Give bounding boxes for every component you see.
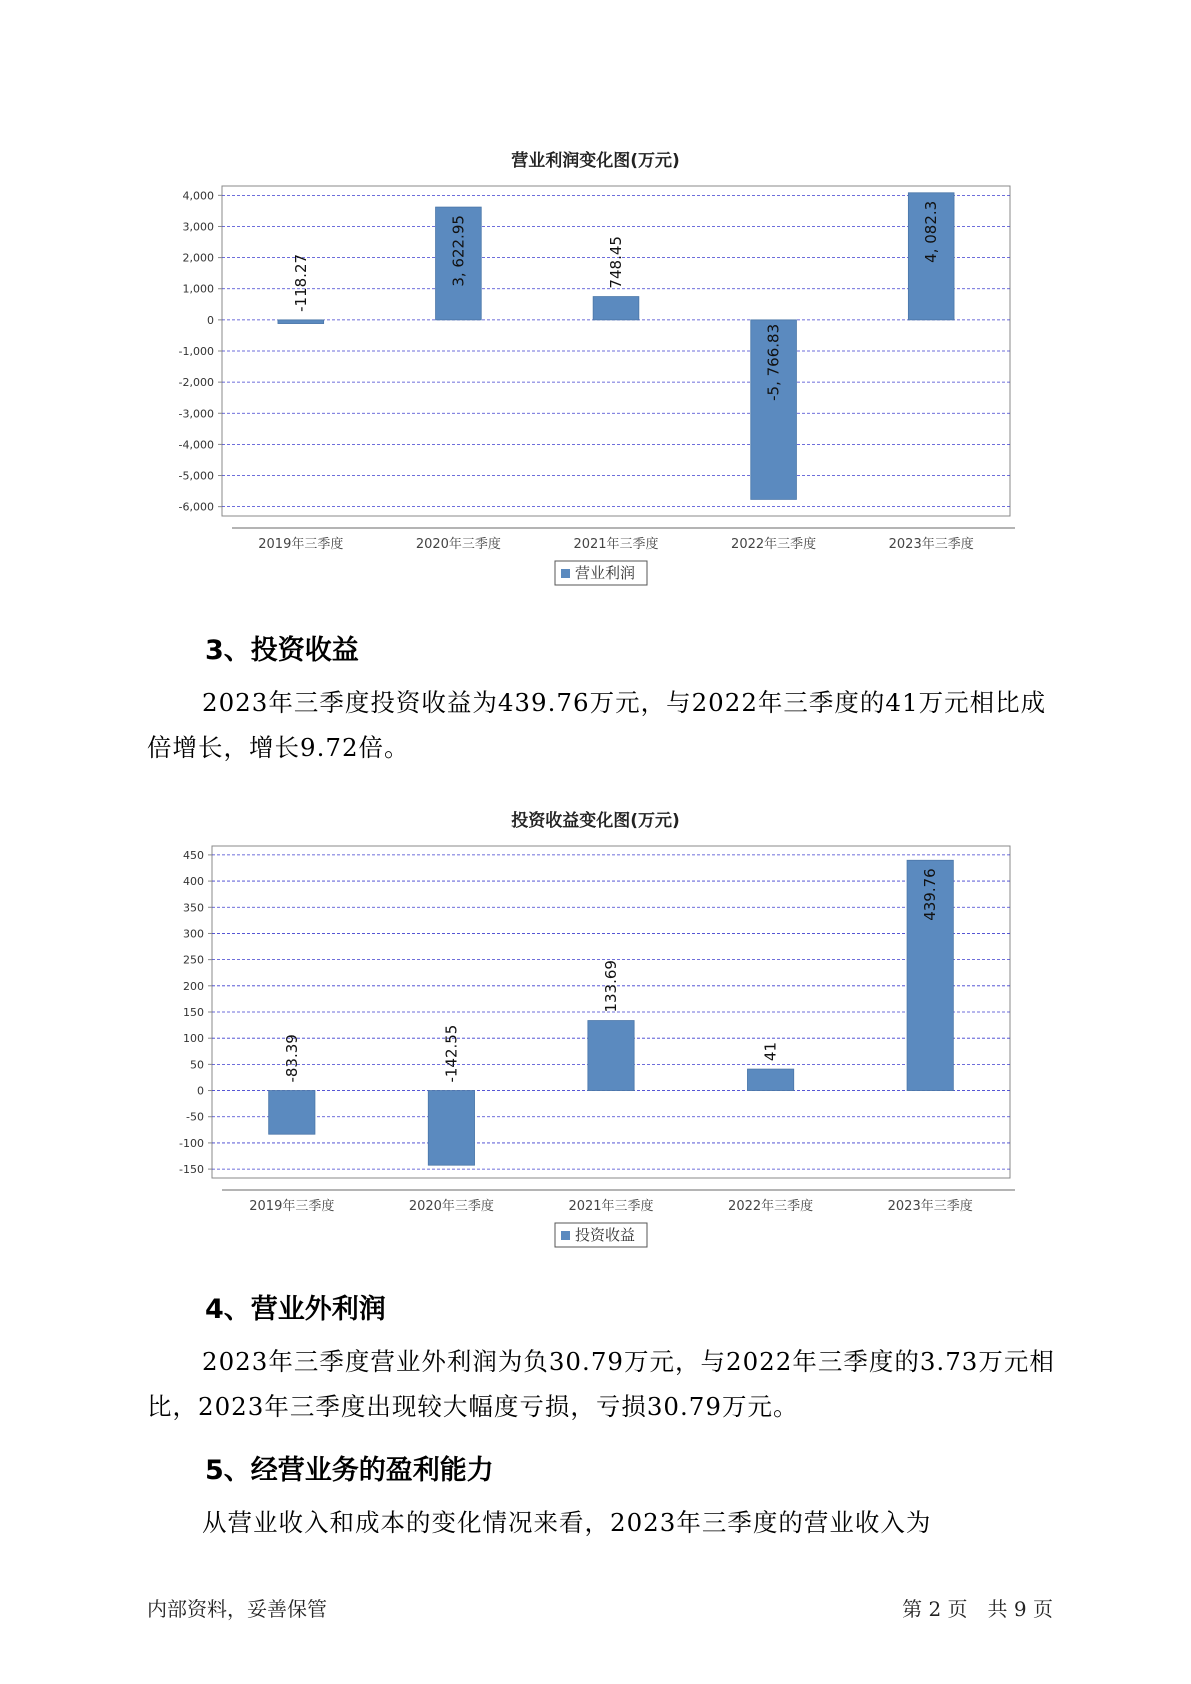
chart-title-operating-profit: 营业利润变化图(万元) bbox=[511, 151, 680, 171]
y-tick-label: 250 bbox=[183, 953, 204, 967]
x-tick-label: 2020年三季度 bbox=[415, 537, 501, 552]
investment-income-chart bbox=[0, 832, 1191, 1262]
y-tick-label: -4,000 bbox=[178, 438, 214, 452]
y-tick-label: 1,000 bbox=[182, 282, 214, 296]
x-tick-label: 2023年三季度 bbox=[887, 1199, 973, 1214]
bar bbox=[593, 297, 639, 320]
section-5-heading: 5、经营业务的盈利能力 bbox=[205, 1455, 494, 1486]
y-tick-label: -1,000 bbox=[178, 345, 214, 358]
y-tick-label: 100 bbox=[183, 1032, 204, 1046]
y-tick-label: 2,000 bbox=[182, 251, 214, 265]
y-tick-label: 0 bbox=[197, 1084, 204, 1098]
y-tick-label: 150 bbox=[183, 1006, 204, 1019]
legend-swatch bbox=[561, 569, 570, 578]
y-tick-label: -5,000 bbox=[178, 469, 214, 483]
y-tick-label: 400 bbox=[183, 875, 204, 889]
y-tick-label: 350 bbox=[183, 901, 204, 915]
y-tick-label: 0 bbox=[207, 313, 214, 327]
x-tick-label: 2021年三季度 bbox=[568, 1199, 654, 1214]
y-tick-label: 50 bbox=[190, 1058, 204, 1072]
x-tick-label: 2022年三季度 bbox=[731, 537, 817, 552]
section-3-paragraph: 2023年三季度投资收益为439.76万元，与2022年三季度的41万元相比成倍增长，增长9.72倍。 bbox=[147, 688, 1047, 762]
y-tick-label: -6,000 bbox=[178, 500, 214, 514]
y-tick-label: -2,000 bbox=[178, 376, 214, 390]
y-tick-label: -150 bbox=[179, 1163, 204, 1177]
chart-title-investment-income: 投资收益变化图(万元) bbox=[511, 811, 680, 831]
bar bbox=[428, 1091, 474, 1166]
footer-page-number: 第 2 页 共 9 页 bbox=[902, 1597, 1053, 1621]
section-5-paragraph: 从营业收入和成本的变化情况来看，2023年三季度的营业收入为 bbox=[202, 1508, 932, 1537]
y-tick-label: -3,000 bbox=[178, 407, 214, 421]
y-tick-label: 200 bbox=[183, 979, 204, 993]
x-tick-label: 2021年三季度 bbox=[573, 537, 659, 552]
bar bbox=[269, 1091, 315, 1135]
bar-value-label: -142.55 bbox=[442, 1024, 461, 1083]
bar bbox=[588, 1021, 634, 1091]
x-tick-label: 2023年三季度 bbox=[888, 537, 974, 552]
bar-value-label: 4, 082.3 bbox=[922, 200, 941, 263]
legend-label: 投资收益 bbox=[575, 1226, 636, 1244]
y-tick-label: 4,000 bbox=[182, 189, 214, 203]
x-tick-label: 2020年三季度 bbox=[408, 1199, 494, 1214]
bar-value-label: -118.27 bbox=[291, 253, 310, 312]
bar-value-label: 133.69 bbox=[602, 960, 620, 1013]
operating-profit-chart bbox=[0, 172, 1191, 602]
section-3-heading: 3、投资收益 bbox=[205, 635, 359, 666]
y-tick-label: 3,000 bbox=[182, 220, 214, 234]
bar-value-label: 439.76 bbox=[921, 868, 940, 921]
bar-value-label: 41 bbox=[761, 1041, 780, 1062]
bar-value-label: -83.39 bbox=[282, 1034, 301, 1083]
x-tick-label: 2019年三季度 bbox=[258, 537, 344, 552]
legend-swatch bbox=[561, 1231, 570, 1240]
x-tick-label: 2022年三季度 bbox=[728, 1199, 814, 1214]
section-4-heading: 4、营业外利润 bbox=[205, 1294, 386, 1325]
bar-value-label: -5, 766.83 bbox=[764, 323, 783, 401]
plot-area bbox=[222, 186, 1010, 516]
y-tick-label: -50 bbox=[186, 1110, 204, 1124]
x-tick-label: 2019年三季度 bbox=[249, 1199, 335, 1214]
bar-value-label: 3, 622.95 bbox=[449, 215, 468, 287]
y-tick-label: 300 bbox=[183, 927, 204, 941]
footer-confidential: 内部资料，妥善保管 bbox=[147, 1597, 327, 1621]
bar bbox=[278, 320, 324, 324]
section-4-paragraph: 2023年三季度营业外利润为负30.79万元，与2022年三季度的3.73万元相比，2023年三季度出现较大幅度亏损，亏损30.79万元。 bbox=[147, 1347, 1055, 1421]
legend-label: 营业利润 bbox=[575, 564, 636, 582]
bar-value-label: 748.45 bbox=[607, 236, 625, 289]
y-tick-label: 450 bbox=[183, 848, 204, 862]
y-tick-label: -100 bbox=[179, 1136, 204, 1150]
bar bbox=[747, 1069, 793, 1090]
